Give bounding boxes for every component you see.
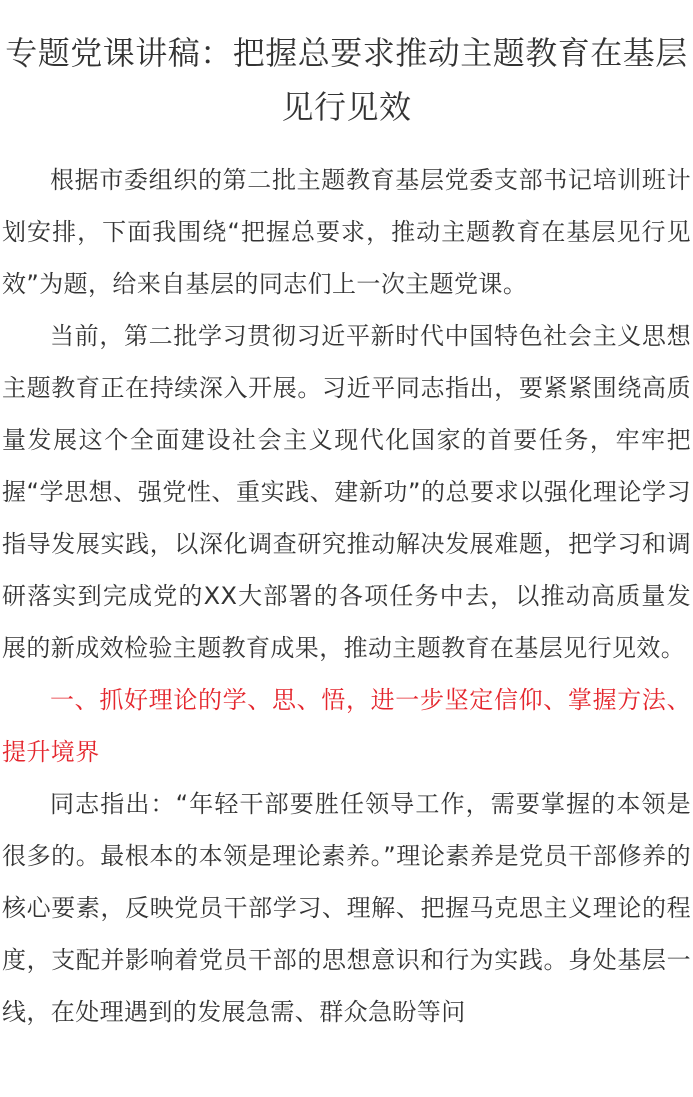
article-title: 专题党课讲稿：把握总要求推动主题教育在基层见行见效 (5, 34, 688, 126)
section-heading-1: 一、抓好理论的学、思、悟，进一步坚定信仰、掌握方法、提升境界 (2, 686, 691, 766)
paragraph-theory: 同志指出：“年轻干部要胜任领导工作，需要掌握的本领是很多的。最根本的本领是理论素养。”理论素养是党员干部修养的核心要素，反映党员干部学习、理解、把握马克思主义理论的程度，支配并影响着党员干部的思想意识和行为实践。身处基层一线，在处理遇到的发展急需、群众急盼等问 (2, 790, 691, 1026)
paragraph-intro: 根据市委组织的第二批主题教育基层党委支部书记培训班计划安排，下面我围绕“把握总要求，推动主题教育在基层见行见效”为题，给来自基层的同志们上一次主题党课。 (2, 166, 691, 298)
paragraph-context: 当前，第二批学习贯彻习近平新时代中国特色社会主义思想主题教育正在持续深入开展。习近平同志指出，要紧紧围绕高质量发展这个全面建设社会主义现代化国家的首要任务，牢牢把握“学思想、强党性、重实践、建新功”的总要求以强化理论学习指导发展实践，以深化调查研究推动解决发展难题，把学习和调研落实到完成党的XX大部署的各项任务中去，以推动高质量发展的新成效检验主题教育成果，推动主题教育在基层见行见效。 (2, 322, 691, 662)
article-body (0, 154, 693, 1038)
